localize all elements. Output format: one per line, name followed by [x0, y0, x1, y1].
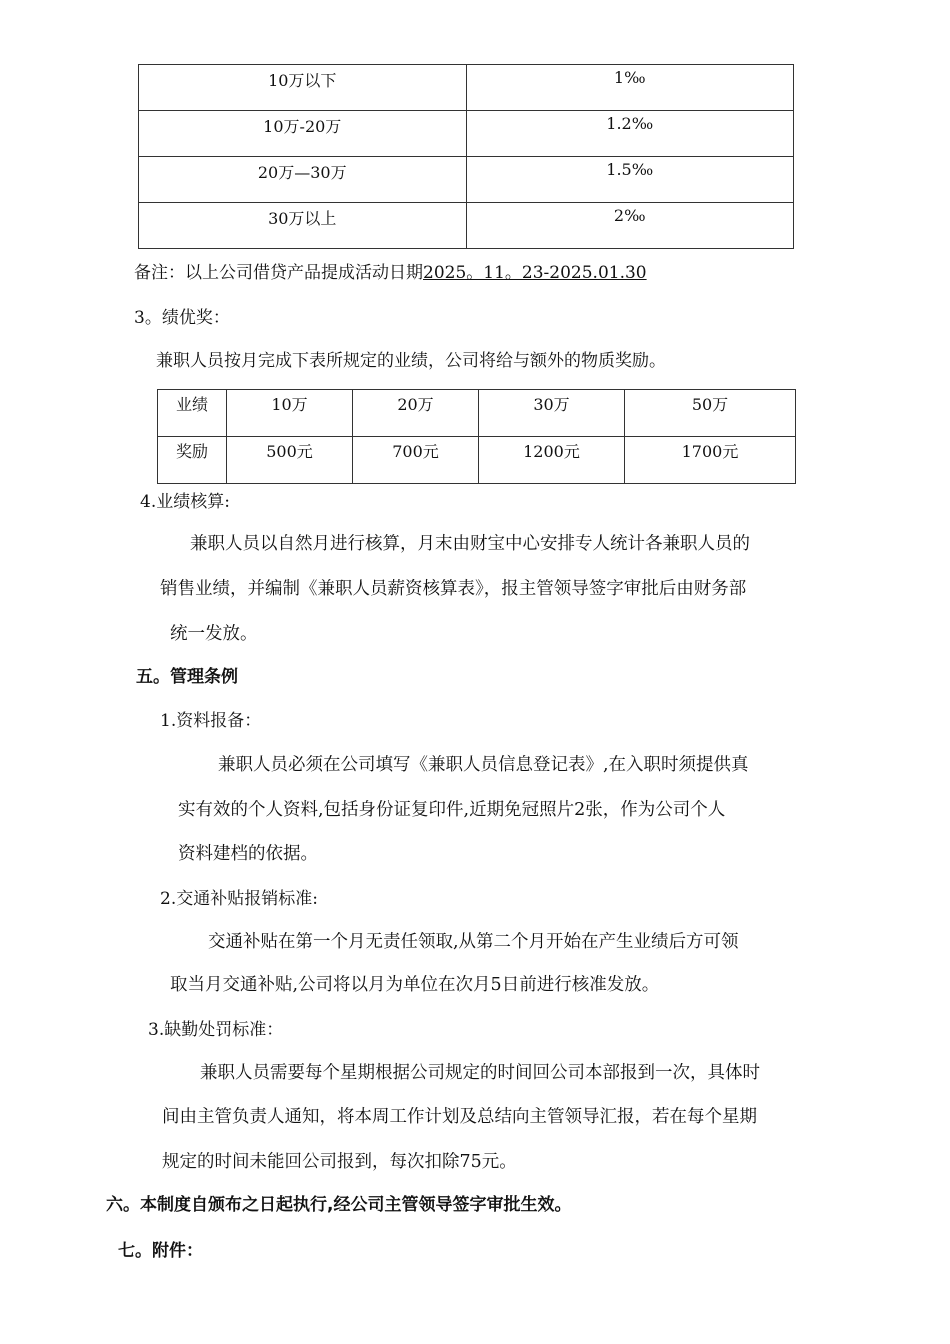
sec5-item3-heading: 3.缺勤处罚标准：: [148, 1020, 284, 1040]
table-cell: 10万-20万: [139, 111, 467, 157]
sec5-item1-line-2: 实有效的个人资料,包括身份证复印件,近期免冠照片2张，作为公司个人: [178, 800, 726, 820]
table-cell: 500元: [227, 437, 353, 484]
table-cell: 10万: [227, 390, 353, 437]
s3-heading: 3。绩优奖：: [134, 308, 230, 328]
bonus-table: [157, 389, 796, 484]
s4-heading: 4.业绩核算:: [140, 492, 230, 512]
sec5-item3-line-2: 间由主管负责人通知，将本周工作计划及总结向主管领导汇报，若在每个星期: [162, 1107, 757, 1127]
table-row: [139, 65, 794, 111]
table-cell: 30万: [479, 390, 625, 437]
sec5-item2-heading: 2.交通补贴报销标准:: [160, 889, 318, 909]
table-cell: 1200元: [479, 437, 625, 484]
sec5-item1-line-1: 兼职人员必须在公司填写《兼职人员信息登记表》,在入职时须提供真: [218, 755, 749, 775]
commission-rate-table: [138, 64, 794, 249]
table-row: [158, 437, 796, 484]
sec5-item1-line-3: 资料建档的依据。: [178, 844, 318, 864]
table-cell: 20万: [353, 390, 479, 437]
table-cell: 20万—30万: [139, 157, 467, 203]
table-cell: 1.5‰: [466, 157, 794, 203]
s4-line-2: 销售业绩，并编制《兼职人员薪资核算表》，报主管领导签字审批后由财务部: [160, 579, 747, 599]
table-cell: 30万以上: [139, 203, 467, 249]
table-row: [139, 203, 794, 249]
note-date: 2025。11。23-2025.01.30: [423, 263, 647, 283]
table-row: [139, 111, 794, 157]
sec7-title: 七。附件：: [118, 1241, 203, 1261]
sec5-item3-line-1: 兼职人员需要每个星期根据公司规定的时间回公司本部报到一次，具体时: [200, 1063, 760, 1083]
table-cell: 1.2‰: [466, 111, 794, 157]
note-line: [134, 258, 647, 283]
table-cell: 50万: [625, 390, 796, 437]
sec5-item2-line-2: 取当月交通补贴,公司将以月为单位在次月5日前进行核准发放。: [170, 975, 660, 995]
s4-line-3: 统一发放。: [170, 624, 258, 644]
table-row: [139, 157, 794, 203]
table-cell: 奖励: [158, 437, 227, 484]
sec5-title: 五。管理条例: [136, 667, 238, 687]
table-cell: 2‰: [466, 203, 794, 249]
note-prefix: 备注：以上公司借贷产品提成活动日期: [134, 263, 423, 283]
sec5-item1-heading: 1.资料报备：: [160, 711, 262, 731]
table-cell: 10万以下: [139, 65, 467, 111]
s3-intro: 兼职人员按月完成下表所规定的业绩，公司将给与额外的物质奖励。: [156, 351, 666, 371]
table-cell: 700元: [353, 437, 479, 484]
sec6-text: 六。本制度自颁布之日起执行,经公司主管领导签字审批生效。: [106, 1195, 572, 1215]
sec5-item3-line-3: 规定的时间未能回公司报到，每次扣除75元。: [162, 1152, 517, 1172]
sec5-item2-line-1: 交通补贴在第一个月无责任领取,从第二个月开始在产生业绩后方可领: [208, 932, 739, 952]
table-row: [158, 390, 796, 437]
table-cell: 1700元: [625, 437, 796, 484]
s4-line-1: 兼职人员以自然月进行核算，月末由财宝中心安排专人统计各兼职人员的: [190, 534, 750, 554]
table-cell: 业绩: [158, 390, 227, 437]
table-cell: 1‰: [466, 65, 794, 111]
